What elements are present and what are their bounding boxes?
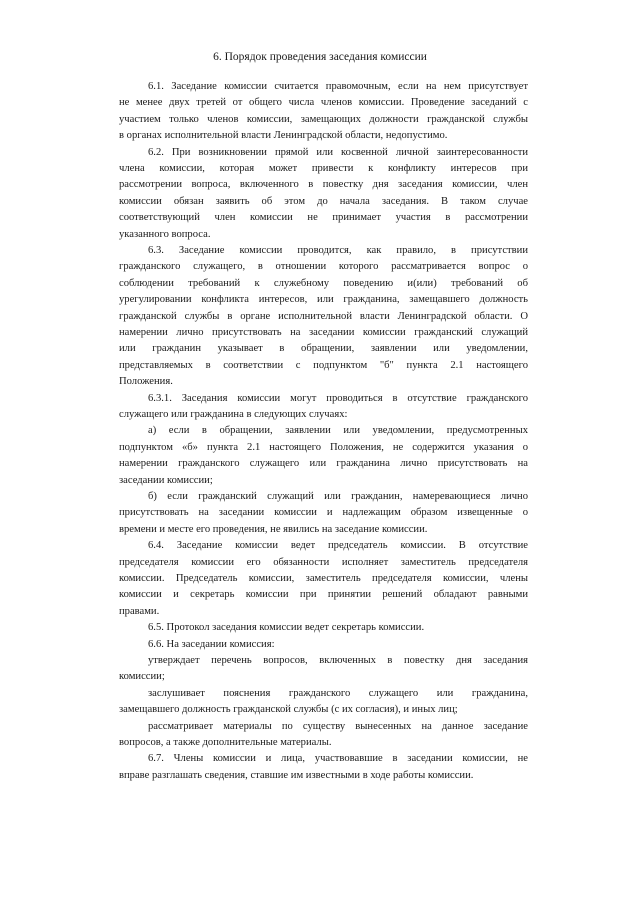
text-line: вправе разглашать сведения, ставшие им известными в ходе работы комиссии. bbox=[119, 769, 474, 781]
text-line: 6.4. Заседание комиссии ведет председатель комиссии. В отсутствие bbox=[148, 540, 528, 552]
text-line: не менее двух третей от общего числа членов комиссии. Проведение заседаний с bbox=[119, 97, 528, 109]
text-line: председателя комиссии его обязанности исполняет заместитель председателя bbox=[119, 556, 528, 568]
text-line: 6.3. Заседание комиссии проводится, как правило, в присутствии bbox=[148, 245, 528, 256]
text-line: или гражданин указывает в обращении, заявлении или уведомлении, bbox=[119, 343, 528, 355]
text-line: урегулировании конфликта интересов, или гражданина, замещавшего должность bbox=[119, 294, 528, 306]
text-line: указанного вопроса. bbox=[119, 228, 211, 240]
text-line: 6.1. Заседание комиссии считается правомочным, если на нем присутствует bbox=[148, 81, 528, 92]
text-line: гражданской службы в органе исполнительной власти Ленинградской области. О bbox=[119, 310, 528, 322]
text-line: времени и месте его проведения, не явились на заседание комиссии. bbox=[119, 523, 428, 535]
text-line: намерении гражданского служащего или гражданина лично присутствовать на bbox=[119, 458, 528, 470]
text-line: члена комиссии, которая может привести к конфликту интересов при bbox=[119, 163, 528, 174]
text-line: правами. bbox=[119, 605, 160, 617]
text-line: служащего или гражданина в следующих случаях: bbox=[119, 409, 348, 420]
text-line: вопросов, а также дополнительные материалы. bbox=[119, 737, 332, 748]
text-line: в органах исполнительной власти Ленинградской области, недопустимо. bbox=[119, 130, 448, 142]
text-line: комиссии обязан заявить об этом до начала заседания. В таком случае bbox=[119, 195, 528, 207]
text-line: рассматривает материалы по существу вынесенных на данное заседание bbox=[148, 720, 528, 732]
text-line: соответствующий член комиссии не принимает участия в рассмотрении bbox=[119, 212, 528, 224]
text-line: рассмотрении вопроса, включенного в повестку дня заседания комиссии, член bbox=[119, 179, 528, 191]
text-line: 6.2. При возникновении прямой или косвенной личной заинтересованности bbox=[148, 146, 528, 158]
text-line: б) если гражданский служащий или гражданин, намеревающиеся лично bbox=[148, 491, 528, 502]
text-line: 6.3.1. Заседания комиссии могут проводиться в отсутствие гражданского bbox=[148, 392, 528, 404]
text-line: представляемых в соответствии с подпунктом "б" пункта 2.1 настоящего bbox=[119, 359, 528, 371]
text-line: а) если в обращении, заявлении или уведомлении, предусмотренных bbox=[148, 425, 528, 437]
text-line: 6.6. На заседании комиссия: bbox=[148, 638, 275, 650]
text-line: комиссии и секретарь комиссии при принятии решений обладают равными bbox=[119, 589, 528, 601]
text-line: участием только членов комиссии, замещающих должности гражданской службы bbox=[119, 113, 528, 125]
section-title: 6. Порядок проведения заседания комиссии bbox=[213, 51, 427, 63]
text-line: заседании комиссии; bbox=[119, 474, 213, 486]
text-line: гражданского служащего, в отношении которого рассматривается вопрос о bbox=[119, 261, 528, 273]
text-line: 6.7. Члены комиссии и лица, участвовавшие в заседании комиссии, не bbox=[148, 753, 528, 765]
text-line: заслушивает пояснения гражданского служащего или гражданина, bbox=[148, 687, 528, 699]
text-line: соблюдении требований к служебному поведению и(или) требований об bbox=[119, 277, 528, 289]
text-line: присутствовать на заседании комиссии и надлежащим образом извещенные о bbox=[119, 507, 528, 519]
text-line: 6.5. Протокол заседания комиссии ведет секретарь комиссии. bbox=[148, 622, 425, 634]
text-line: комиссии. Председатель комиссии, заместитель председателя комиссии, члены bbox=[119, 573, 528, 584]
text-line: замещавшего должность гражданской службы (с их согласия), и иных лиц; bbox=[119, 704, 458, 716]
text-line: подпунктом «б» пункта 2.1 настоящего Положения, не содержится указания о bbox=[119, 441, 528, 453]
text-line: комиссии; bbox=[119, 671, 165, 683]
text-line: утверждает перечень вопросов, включенных в повестку дня заседания bbox=[148, 655, 528, 666]
text-line: намерении лично присутствовать на заседании комиссии гражданский служащий bbox=[119, 327, 528, 338]
text-line: Положения. bbox=[119, 376, 173, 388]
